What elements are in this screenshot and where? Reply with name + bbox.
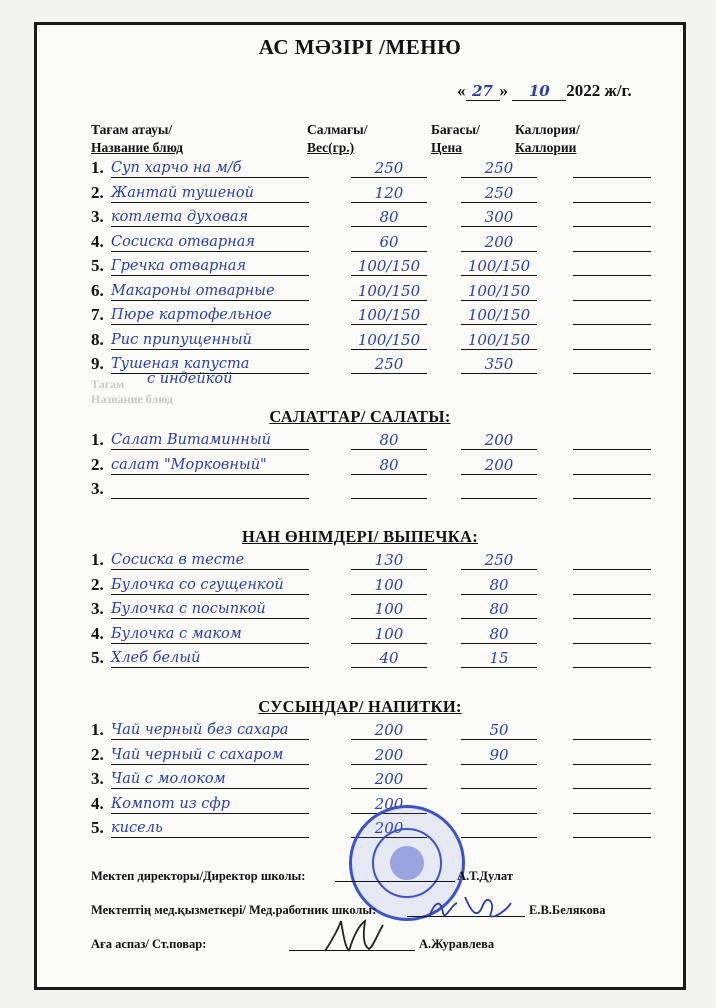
item-calories: [573, 255, 651, 276]
item-price-text: 15: [489, 649, 509, 667]
item-price-text: 100/150: [467, 306, 531, 324]
item-name: [111, 793, 309, 814]
item-calories: [573, 549, 651, 570]
item-price: [461, 719, 537, 740]
header-calories: [515, 121, 580, 157]
item-weight: [351, 182, 427, 203]
item-calories: [573, 623, 651, 644]
item-weight-text: 60: [379, 232, 399, 251]
main-dish-row: [37, 280, 683, 302]
item-weight: [351, 353, 427, 374]
item-calories: [573, 182, 651, 203]
item-number: 9.: [91, 354, 104, 373]
item-price: [461, 231, 537, 252]
item-price-text: 100/150: [467, 257, 531, 275]
item-number: 3.: [91, 479, 104, 498]
item-name-text: Компот из сфр: [111, 795, 231, 812]
item-calories: [573, 157, 651, 178]
item-price: [461, 157, 537, 178]
item-price-text: 50: [489, 721, 509, 739]
item-price: [461, 255, 537, 276]
item-name-continuation: с индейкой: [147, 371, 233, 387]
item-weight-text: 100: [374, 575, 404, 594]
item-price-text: 300: [484, 208, 514, 226]
item-number: 1.: [91, 550, 104, 569]
menu-date: [457, 81, 632, 101]
item-weight: [351, 549, 427, 570]
header-weight-ru: Вес(гр.): [307, 140, 355, 155]
item-name: [111, 623, 309, 644]
item-weight: [351, 647, 427, 668]
medic-signature: [425, 891, 515, 925]
item-name: [111, 280, 309, 301]
item-weight: [351, 719, 427, 740]
item-name-text: Жантай тушеной: [111, 184, 254, 201]
item-price: [461, 353, 537, 374]
item-calories: [573, 206, 651, 227]
item-weight-text: 100: [374, 600, 404, 618]
header-price-kz: Бағасы/: [431, 122, 480, 137]
salads-title: САЛАТТАР/ САЛАТЫ:: [269, 407, 451, 426]
item-price: [461, 647, 537, 668]
menu-sheet: [34, 22, 686, 990]
item-weight: [351, 478, 427, 499]
main-dish-row: [37, 157, 683, 179]
item-number: 5.: [91, 648, 104, 667]
item-name: [111, 549, 309, 570]
item-name-text: Чай черный без сахара: [111, 722, 289, 738]
bakery-row: [37, 623, 683, 645]
item-weight: [351, 623, 427, 644]
item-price: [461, 280, 537, 301]
item-price: [461, 454, 537, 475]
item-name: [111, 768, 309, 789]
item-calories: [573, 744, 651, 765]
bakery-row: [37, 574, 683, 596]
item-name-text: Рис припущенный: [111, 331, 252, 348]
director-name: А.Т.Дулат: [457, 869, 513, 883]
item-number: 4.: [91, 793, 104, 813]
director-signature-line: [335, 881, 455, 882]
date-close-quote: »: [499, 81, 508, 100]
item-name: [111, 478, 309, 499]
salad-row: [37, 454, 683, 476]
item-name: [111, 206, 309, 227]
header-price: [431, 121, 480, 157]
item-name-text: котлета духовая: [111, 209, 249, 225]
item-price: [461, 598, 537, 619]
item-name: [111, 719, 309, 740]
item-name-text: Сосиска в тесте: [111, 552, 245, 568]
item-weight-text: 250: [374, 355, 404, 373]
item-calories: [573, 574, 651, 595]
item-weight: [351, 429, 427, 450]
item-calories: [573, 454, 651, 475]
item-weight-text: 100: [374, 624, 404, 643]
item-calories: [573, 478, 651, 499]
item-calories: [573, 280, 651, 301]
date-year: 2022 ж/г.: [566, 81, 632, 100]
item-calories: [573, 598, 651, 619]
item-name-text: Салат Витаминный: [111, 432, 271, 448]
item-weight: [351, 768, 427, 789]
item-weight-text: 130: [374, 551, 404, 569]
item-name: [111, 647, 309, 668]
item-weight-text: 100/150: [357, 306, 421, 324]
item-name-text: Чай черный с сахаром: [111, 746, 284, 763]
item-weight-text: 200: [374, 770, 404, 788]
item-price: [461, 549, 537, 570]
item-number: 6.: [91, 280, 104, 300]
item-price-text: 80: [489, 624, 509, 643]
item-price: [461, 304, 537, 325]
item-weight-text: 250: [374, 159, 404, 177]
item-price-text: 350: [484, 355, 514, 373]
cook-label: Аға аспаз/ Ст.повар:: [91, 937, 207, 951]
salad-row: [37, 478, 683, 500]
salad-row: [37, 429, 683, 451]
item-number: 7.: [91, 305, 104, 324]
director-label: Мектеп директоры/Директор школы:: [91, 869, 306, 883]
item-price: [461, 429, 537, 450]
item-name: [111, 817, 309, 838]
item-number: 2.: [91, 182, 104, 202]
item-weight: [351, 574, 427, 595]
item-calories: [573, 719, 651, 740]
item-number: 5.: [91, 818, 104, 837]
item-weight-text: 80: [379, 431, 399, 449]
item-name-text: Гречка отварная: [111, 258, 247, 274]
item-name: [111, 574, 309, 595]
item-weight-text: 200: [374, 721, 404, 739]
item-price-text: 90: [489, 745, 509, 764]
item-calories: [573, 768, 651, 789]
item-weight: [351, 206, 427, 227]
item-name-text: Булочка с маком: [111, 625, 242, 642]
item-calories: [573, 793, 651, 814]
header-price-ru: Цена: [431, 140, 463, 155]
item-weight-text: 100/150: [357, 257, 421, 275]
bakery-row: [37, 647, 683, 669]
drink-row: [37, 744, 683, 766]
item-number: 1.: [91, 430, 104, 449]
item-name-text: Макароны отварные: [111, 282, 275, 299]
drinks-title: СУСЫНДАР/ НАПИТКИ:: [258, 697, 462, 716]
item-number: 8.: [91, 329, 104, 349]
item-name: [111, 744, 309, 765]
item-number: 1.: [91, 720, 104, 739]
item-calories: [573, 429, 651, 450]
main-dish-row: [37, 304, 683, 326]
item-calories: [573, 231, 651, 252]
item-price-text: 250: [484, 159, 514, 177]
item-weight-text: 120: [374, 183, 404, 202]
item-name-text: Чай с молоком: [111, 771, 226, 787]
main-dish-row: [37, 231, 683, 253]
item-weight-text: 40: [379, 649, 399, 667]
item-price: [461, 744, 537, 765]
item-price-text: 200: [484, 431, 514, 449]
date-open-quote: «: [457, 81, 466, 100]
main-dish-row: [37, 353, 683, 375]
item-weight: [351, 304, 427, 325]
item-name-text: Тушеная капуста: [111, 356, 250, 372]
date-month: 10: [512, 82, 566, 101]
medic-label: Мектептің мед.қызметкері/ Мед.работник школы:: [91, 903, 377, 917]
item-price: [461, 768, 537, 789]
item-price: [461, 478, 537, 499]
item-calories: [573, 329, 651, 350]
item-weight: [351, 280, 427, 301]
item-weight-text: 100/150: [357, 330, 421, 349]
item-name-text: Суп харчо на м/б: [111, 160, 242, 176]
item-name: [111, 454, 309, 475]
item-number: 3.: [91, 599, 104, 618]
item-weight: [351, 255, 427, 276]
drink-row: [37, 768, 683, 790]
item-price: [461, 329, 537, 350]
item-calories: [573, 817, 651, 838]
item-weight: [351, 598, 427, 619]
item-price-text: 200: [484, 455, 514, 474]
header-weight-kz: Салмағы/: [307, 122, 368, 137]
item-name: [111, 182, 309, 203]
cook-name: А.Журавлева: [419, 937, 495, 951]
item-name-text: Булочка со сгущенкой: [111, 576, 284, 593]
cook-signature: [319, 917, 389, 957]
item-name: [111, 598, 309, 619]
item-weight-text: 200: [374, 819, 404, 837]
item-price-text: 250: [484, 551, 514, 569]
bakery-title: НАН ӨНІМДЕРІ/ ВЫПЕЧКА:: [241, 527, 479, 546]
item-price: [461, 206, 537, 227]
header-weight: [307, 121, 367, 157]
item-price-text: 80: [489, 600, 509, 618]
header-name-ru: Название блюд: [91, 140, 184, 155]
item-price: [461, 623, 537, 644]
header-name-kz: Тағам атауы/: [91, 122, 173, 137]
item-name: [111, 304, 309, 325]
item-weight-text: 200: [374, 794, 404, 813]
item-number: 2.: [91, 744, 104, 764]
bakery-row: [37, 598, 683, 620]
drink-row: [37, 793, 683, 815]
item-name-text: кисель: [111, 820, 163, 836]
item-calories: [573, 353, 651, 374]
item-weight-text: 100/150: [357, 281, 421, 300]
item-number: 4.: [91, 231, 104, 251]
item-name-text: Сосиска отварная: [111, 233, 255, 250]
item-name: [111, 255, 309, 276]
item-name: [111, 231, 309, 252]
item-weight: [351, 231, 427, 252]
menu-title: АС МӘЗІРІ /МЕНЮ: [258, 35, 462, 59]
item-name-text: Пюре картофельное: [111, 307, 272, 323]
item-weight: [351, 454, 427, 475]
main-dish-row: [37, 329, 683, 351]
main-dish-row: [37, 182, 683, 204]
item-price: [461, 793, 537, 814]
item-number: 2.: [91, 574, 104, 594]
item-name: [111, 429, 309, 450]
item-weight: [351, 157, 427, 178]
item-price-text: 100/150: [467, 281, 531, 300]
header-name: [91, 121, 183, 157]
drink-row: [37, 719, 683, 741]
item-number: 5.: [91, 256, 104, 275]
item-calories: [573, 647, 651, 668]
item-weight-text: 200: [374, 745, 404, 764]
item-number: 2.: [91, 454, 104, 474]
bakery-row: [37, 549, 683, 571]
item-price-text: 250: [484, 183, 514, 202]
header-calories-ru: Каллории: [515, 140, 577, 155]
item-price: [461, 182, 537, 203]
item-calories: [573, 304, 651, 325]
item-number: 4.: [91, 623, 104, 643]
date-day: 27: [466, 82, 500, 101]
item-price-text: 80: [489, 575, 509, 594]
item-price-text: 200: [484, 232, 514, 251]
item-number: 3.: [91, 207, 104, 226]
item-number: 1.: [91, 158, 104, 177]
bleed-through-text: Тағам Название блюд: [91, 377, 173, 406]
main-dish-row: [37, 206, 683, 228]
header-calories-kz: Каллория/: [515, 122, 580, 137]
item-number: 3.: [91, 769, 104, 788]
item-weight-text: 80: [379, 208, 399, 226]
item-price: [461, 574, 537, 595]
item-name: [111, 157, 309, 178]
item-weight: [351, 744, 427, 765]
item-price: [461, 817, 537, 838]
medic-name: Е.В.Белякова: [529, 903, 606, 917]
item-name-text: Булочка с посыпкой: [111, 601, 266, 617]
main-dish-row: [37, 255, 683, 277]
item-price-text: 100/150: [467, 330, 531, 349]
item-weight-text: 80: [379, 455, 399, 474]
item-name: [111, 329, 309, 350]
item-name-text: Хлеб белый: [111, 650, 201, 666]
item-name-text: салат "Морковный": [111, 456, 267, 473]
item-weight: [351, 329, 427, 350]
